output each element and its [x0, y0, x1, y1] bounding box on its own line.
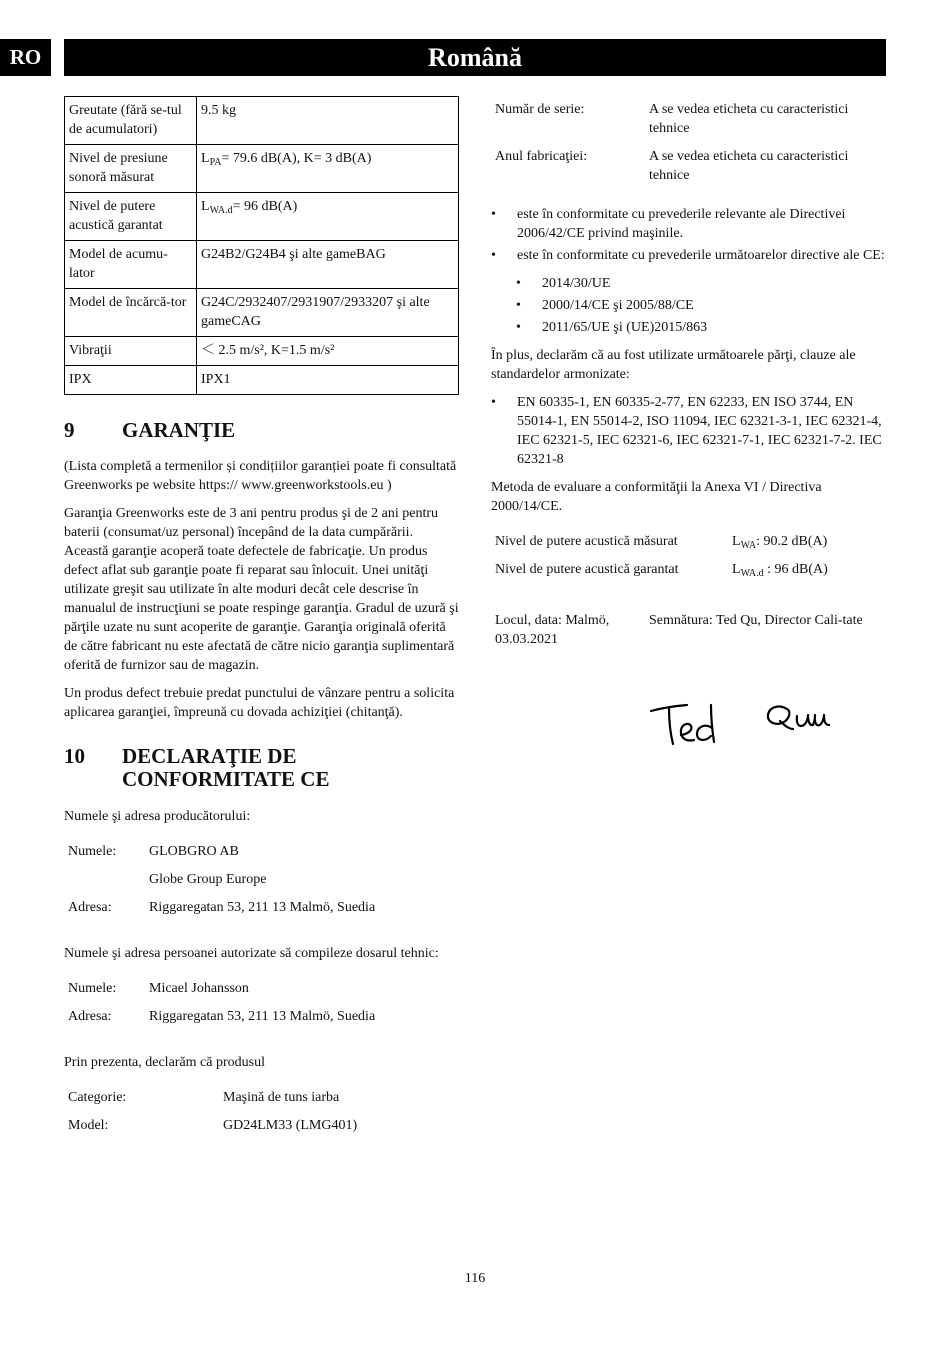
- table-row: [65, 366, 459, 395]
- field-label: Numele:: [68, 981, 117, 996]
- authorized-table: [64, 979, 379, 1026]
- table-row: [64, 1088, 361, 1116]
- table-row: [65, 337, 459, 366]
- spec-label: Model de acumu-lator: [65, 241, 197, 289]
- spec-label: Model de încărcă-tor: [65, 289, 197, 337]
- table-row: [491, 560, 832, 579]
- spec-table: [64, 96, 459, 395]
- page-title: Română: [64, 39, 886, 76]
- field-value: GLOBGRO AB: [149, 844, 239, 859]
- table-row: [65, 145, 459, 193]
- field-value: Globe Group Europe: [149, 872, 267, 887]
- table-row: [65, 289, 459, 337]
- section-title-line: DECLARAŢIE DE: [122, 744, 297, 768]
- spec-value: G24B2/G24B4 şi alte gameBAG: [197, 241, 459, 289]
- spec-value: ＜ 2.5 m/s², K=1.5 m/s²: [197, 337, 459, 366]
- spec-label: Nivel de presiune sonoră măsurat: [65, 145, 197, 193]
- list-item: • 2011/65/UE şi (UE)2015/863: [491, 318, 886, 337]
- section-number: 9: [64, 418, 75, 442]
- warranty-paragraph: Un produs defect trebuie predat punctului de vânzare pentru a solicita aplicarea garanţiei, împreună cu dovada achiziţiei (chitanţă).: [64, 686, 455, 720]
- signature-table: [491, 611, 883, 649]
- list-item: • EN 60335-1, EN 60335-2-77, EN 62233, EN ISO 3744, EN 55014-1, EN 55014-2, ISO 11094, IEC 62321-3-1, IEC 62321-4, IEC 62321-5, IEC 62321-6, IEC 62321-7-1, IEC 62321-7-2. IEC 62321-8: [491, 393, 886, 469]
- field-value: A se vedea eticheta cu caracteristici tehnice: [649, 149, 849, 183]
- product-table: [64, 1088, 361, 1135]
- standards-intro: În plus, declarăm că au fost utilizate următoarele părţi, clauze ale standardelor armonizate:: [491, 348, 856, 382]
- spec-value: IPX1: [197, 366, 459, 395]
- table-row: [491, 532, 832, 560]
- table-row: [64, 1116, 361, 1135]
- table-row: [64, 898, 379, 917]
- noise-table: [491, 532, 832, 579]
- right-column: [491, 96, 886, 649]
- field-label: Model:: [68, 1118, 109, 1133]
- field-value: Maşină de tuns iarba: [223, 1090, 340, 1105]
- table-row: [65, 241, 459, 289]
- section-title-line: CONFORMITATE CE: [122, 767, 330, 791]
- table-row: [64, 979, 379, 1007]
- standards-list: [491, 393, 886, 469]
- table-row: [491, 611, 883, 649]
- handwritten-signature: [647, 695, 832, 755]
- list-item: • 2014/30/UE: [491, 274, 886, 293]
- conformity-list: [491, 205, 886, 265]
- field-label: Anul fabricaţiei:: [495, 149, 588, 164]
- page-number: 116: [464, 1271, 486, 1286]
- language-badge: RO: [0, 39, 51, 76]
- field-label: [64, 870, 145, 898]
- field-value: GD24LM33 (LMG401): [223, 1118, 358, 1133]
- field-label: Nivel de putere acustică măsurat: [495, 534, 678, 549]
- spec-value: $L_{WA.d}= 96$ dB(A): [197, 193, 459, 241]
- field-value: $L_{WA}$: 90.2 dB(A): [732, 534, 828, 551]
- field-label: Nivel de putere acustică garantat: [495, 562, 679, 577]
- table-row: [64, 870, 379, 898]
- spec-value: 9.5 kg: [197, 97, 459, 145]
- section-title: [122, 745, 329, 791]
- field-label: Adresa:: [68, 1009, 112, 1024]
- spec-value: $L_{PA}= 79.6$ dB(A), K= 3 dB(A): [197, 145, 459, 193]
- manufacturer-table: [64, 842, 379, 917]
- method-text: Metoda de evaluare a conformităţii la Anexa VI / Directiva 2000/14/CE.: [491, 480, 822, 514]
- section-number: 10: [64, 744, 85, 768]
- spec-value: G24C/2932407/2931907/2933207 şi alte gameCAG: [197, 289, 459, 337]
- list-item: • este în conformitate cu prevederile următoarelor directive ale CE:: [491, 246, 886, 265]
- field-value: $L_{WA.d}$ : 96 dB(A): [732, 562, 828, 579]
- table-row: [64, 1007, 379, 1026]
- authorized-intro: Numele şi adresa persoanei autorizate să compileze dosarul tehnic:: [64, 946, 439, 961]
- directive-list: [491, 274, 886, 337]
- spec-label: Greutate (fără se-tul de acumulatori): [65, 97, 197, 145]
- field-value: Riggaregatan 53, 211 13 Malmö, Suedia: [149, 900, 376, 915]
- declare-intro: Prin prezenta, declarăm că produsul: [64, 1055, 265, 1070]
- field-label: Adresa:: [68, 900, 112, 915]
- signature-label: Semnătura: Ted Qu, Director Cali-tate: [649, 613, 863, 628]
- table-row: [64, 842, 379, 870]
- list-item: • 2000/14/CE şi 2005/88/CE: [491, 296, 886, 315]
- table-row: [491, 100, 886, 147]
- table-row: [491, 147, 886, 185]
- section-title: GARANŢIE: [122, 418, 236, 442]
- serial-year-table: [491, 100, 886, 185]
- table-row: [65, 193, 459, 241]
- list-item: • este în conformitate cu prevederile relevante ale Directivei 2006/42/CE privind maşinile.: [491, 205, 886, 243]
- field-value: A se vedea eticheta cu caracteristici tehnice: [649, 102, 849, 136]
- warranty-paragraph: (Lista completă a termenilor și condițiilor garanției poate fi consultată Greenworks pe website https:// www.greenworkstools.eu ): [64, 459, 457, 493]
- spec-label: Vibraţii: [65, 337, 197, 366]
- field-value: Micael Johansson: [149, 981, 249, 996]
- warranty-paragraph: Garanţia Greenworks este de 3 ani pentru produs şi de 2 ani pentru baterii (consumat/uz personal) începând de la data cumpărării. Această garanţie acoperă toate defectele de fabricaţie. Un produs defect aflat sub garanţie poate fi reparat sau înlocuit. Unei unităţi utilizate greşit sau utilizate în alte moduri decât cele descrise în manualul de instrucţiuni se poate respinge garanţia. Gradul de uzură şi părţile uzate nu sunt acoperite de garanţie. Garanţia originală oferită de către fabricant nu este afectată de către nicio garanţia suplimentară oferită de furnizor sau de magazin.: [64, 506, 459, 673]
- spec-label: Nivel de putere acustică garantat: [65, 193, 197, 241]
- table-row: [65, 97, 459, 145]
- spec-label: IPX: [65, 366, 197, 395]
- section-10-heading: [64, 745, 459, 791]
- field-label: Număr de serie:: [495, 102, 585, 117]
- field-value: Riggaregatan 53, 211 13 Malmö, Suedia: [149, 1009, 376, 1024]
- field-label: Categorie:: [68, 1090, 127, 1105]
- field-label: Numele:: [68, 844, 117, 859]
- section-9-heading: [64, 419, 459, 442]
- left-column: [64, 96, 459, 1135]
- manufacturer-intro: Numele şi adresa producătorului:: [64, 809, 251, 824]
- place-date: Locul, data: Malmö, 03.03.2021: [495, 613, 610, 647]
